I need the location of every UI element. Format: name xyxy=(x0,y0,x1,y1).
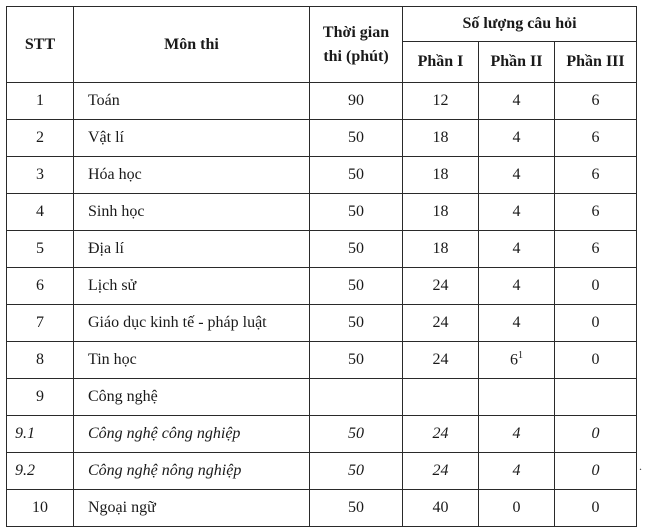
row-part3: 0 xyxy=(555,490,637,527)
row-part1: 40 xyxy=(403,490,479,527)
row-time: 50 xyxy=(310,194,403,231)
row-part1 xyxy=(403,379,479,416)
table-row xyxy=(7,120,637,157)
row-time: 50 xyxy=(310,453,403,490)
trailing-period: . xyxy=(639,459,642,473)
row-part2: 4 xyxy=(479,268,555,305)
row-time xyxy=(310,379,403,416)
row-part2: 4 xyxy=(479,194,555,231)
row-time: 50 xyxy=(310,231,403,268)
row-subject: Toán xyxy=(74,83,310,120)
table-row xyxy=(7,231,637,268)
row-part3: 0 xyxy=(555,268,637,305)
row-time: 50 xyxy=(310,268,403,305)
row-part2: 4 xyxy=(479,305,555,342)
row-stt: 10 xyxy=(7,490,74,527)
table-row xyxy=(7,416,637,453)
header-questions: Số lượng câu hỏi xyxy=(403,7,637,42)
row-time: 50 xyxy=(310,157,403,194)
row-stt: 1 xyxy=(7,83,74,120)
table-row xyxy=(7,490,637,527)
row-part2: 4 xyxy=(479,453,555,490)
row-subject: Công nghệ xyxy=(74,379,310,416)
header-duration-line1: Thời gian xyxy=(322,23,390,41)
row-subject: Vật lí xyxy=(74,120,310,157)
row-stt: 9.2 xyxy=(7,453,74,490)
table-row xyxy=(7,342,637,379)
table-row xyxy=(7,268,637,305)
row-subject: Hóa học xyxy=(74,157,310,194)
row-time: 90 xyxy=(310,83,403,120)
row-part2-value: 6 xyxy=(510,351,518,369)
row-part3: 0 xyxy=(555,453,637,490)
row-part3: 0 xyxy=(555,305,637,342)
header-part2: Phần II xyxy=(479,42,555,83)
row-part1: 24 xyxy=(403,342,479,379)
row-subject: Lịch sử xyxy=(74,268,310,305)
exam-table xyxy=(6,6,637,527)
row-part2: 4 xyxy=(479,157,555,194)
header-stt: STT xyxy=(7,7,74,83)
row-subject: Công nghệ công nghiệp xyxy=(74,416,310,453)
row-time: 50 xyxy=(310,490,403,527)
row-part1: 18 xyxy=(403,231,479,268)
row-part2 xyxy=(479,379,555,416)
row-time: 50 xyxy=(310,342,403,379)
row-subject: Tin học xyxy=(74,342,310,379)
row-part3: 6 xyxy=(555,120,637,157)
row-part1: 12 xyxy=(403,83,479,120)
table-row xyxy=(7,305,637,342)
row-time: 50 xyxy=(310,305,403,342)
footnote-marker: 1 xyxy=(518,350,523,362)
row-part2: 4 xyxy=(479,83,555,120)
row-subject: Công nghệ nông nghiệp xyxy=(74,453,310,490)
table-row xyxy=(7,157,637,194)
table-row xyxy=(7,83,637,120)
row-subject: Giáo dục kinh tế - pháp luật xyxy=(74,305,310,342)
row-part1: 24 xyxy=(403,416,479,453)
table-row xyxy=(7,194,637,231)
row-part1: 24 xyxy=(403,453,479,490)
row-subject: Ngoại ngữ xyxy=(74,490,310,527)
table-row xyxy=(7,379,637,416)
row-stt: 3 xyxy=(7,157,74,194)
row-subject: Địa lí xyxy=(74,231,310,268)
row-part1: 18 xyxy=(403,120,479,157)
row-stt: 9.1 xyxy=(7,416,74,453)
row-part3: 0 xyxy=(555,342,637,379)
header-duration-line2: thi (phút) xyxy=(323,47,389,65)
table-row xyxy=(7,453,637,490)
header-duration xyxy=(310,7,403,83)
row-subject: Sinh học xyxy=(74,194,310,231)
header-part3: Phần III xyxy=(555,42,637,83)
row-stt: 6 xyxy=(7,268,74,305)
row-stt: 5 xyxy=(7,231,74,268)
row-part2: 4 xyxy=(479,231,555,268)
row-stt: 8 xyxy=(7,342,74,379)
row-part3: 0 xyxy=(555,416,637,453)
row-part2 xyxy=(479,342,555,379)
row-part3: 6 xyxy=(555,157,637,194)
row-part2: 4 xyxy=(479,120,555,157)
row-part2: 4 xyxy=(479,416,555,453)
row-stt: 7 xyxy=(7,305,74,342)
row-stt: 2 xyxy=(7,120,74,157)
row-part3: 6 xyxy=(555,83,637,120)
row-time: 50 xyxy=(310,416,403,453)
row-part2: 0 xyxy=(479,490,555,527)
row-part1: 24 xyxy=(403,268,479,305)
header-part1: Phần I xyxy=(403,42,479,83)
row-part3: 6 xyxy=(555,194,637,231)
header-subject: Môn thi xyxy=(74,7,310,83)
row-time: 50 xyxy=(310,120,403,157)
row-part1: 18 xyxy=(403,157,479,194)
row-part3: 6 xyxy=(555,231,637,268)
row-part1: 18 xyxy=(403,194,479,231)
row-stt: 4 xyxy=(7,194,74,231)
row-stt: 9 xyxy=(7,379,74,416)
row-part1: 24 xyxy=(403,305,479,342)
row-part3 xyxy=(555,379,637,416)
